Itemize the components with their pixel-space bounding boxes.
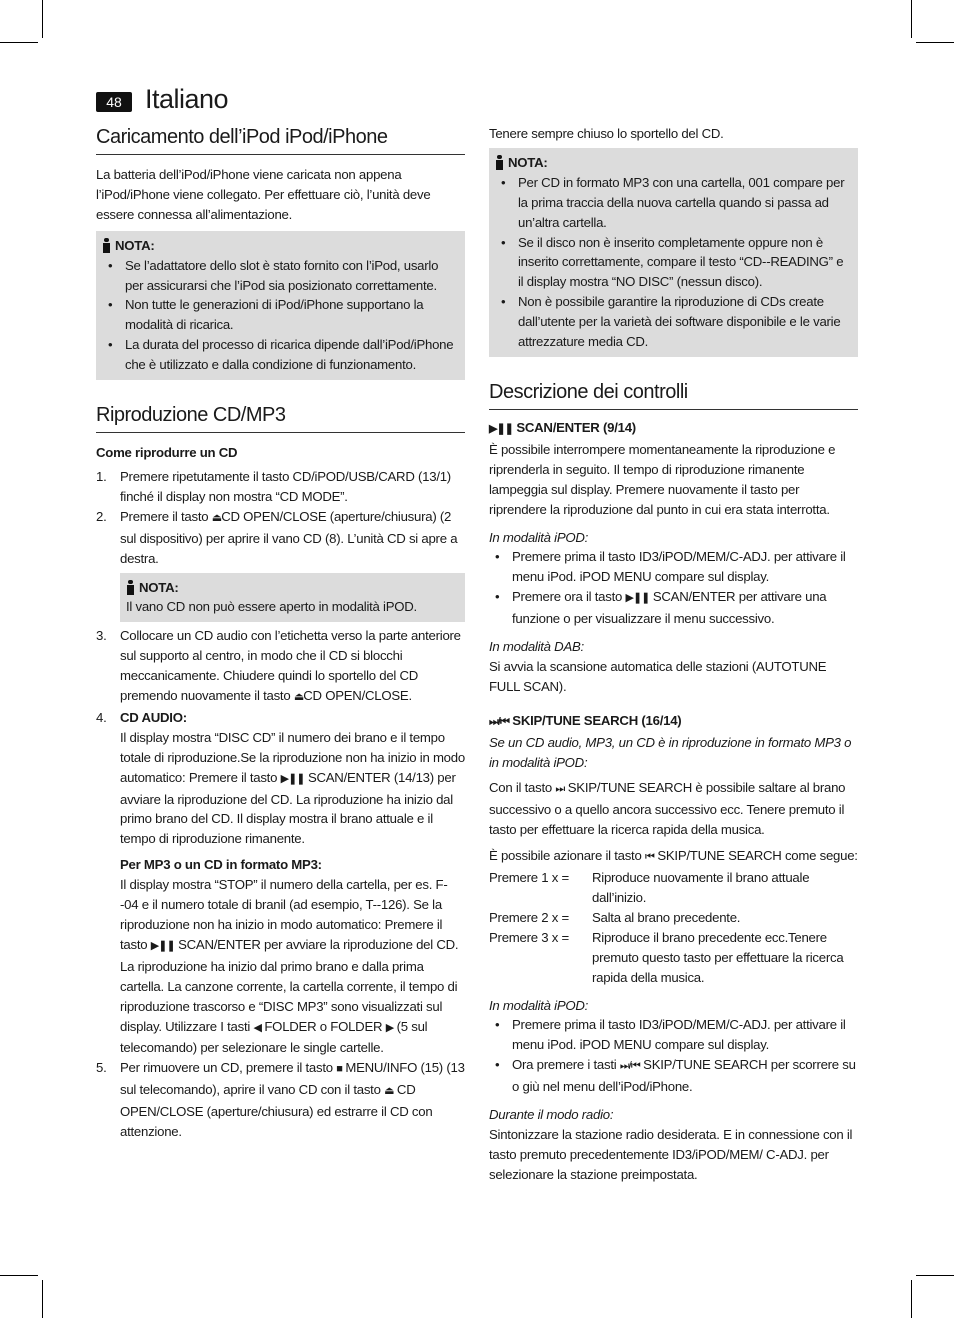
press-label: Premere 3 x = [489, 929, 569, 945]
note-box-cd [120, 573, 465, 623]
note-list [102, 256, 459, 375]
list-item [96, 626, 465, 708]
list-text: Premere ora il tasto [512, 589, 623, 605]
stop-icon: ■ [336, 1063, 342, 1076]
skip-intro: Se un CD audio, MP3, un CD è in riproduzione in formato MP3 o in modalità iPOD: [489, 734, 852, 770]
charging-intro: La batteria dell’iPod/iPhone viene caricata non appena l’iPod/iPhone viene collegato. Per effettuare ciò, l’unità deve essere connessa all’alimentazione. [96, 167, 431, 222]
right-arrow-icon: ▶ [385, 1021, 394, 1034]
press-text: Riproduce nuovamente il brano attuale dall’inizio. [592, 870, 810, 905]
step-subheading: Per MP3 o un CD in formato MP3: [120, 857, 322, 873]
list-text: Ora premere i tasti [512, 1057, 617, 1073]
step-text: CD OPEN/CLOSE. [303, 688, 412, 704]
eject-icon: ⏏ [293, 691, 304, 704]
section-heading-charging: Caricamento dell’iPod iPod/iPhone [96, 124, 465, 155]
note-heading [495, 153, 852, 173]
crop-mark [0, 1275, 38, 1276]
list-item [96, 467, 465, 507]
section-heading-playback: Riproduzione CD/MP3 [96, 402, 465, 433]
skip-icon: ⏭/⏮ [489, 715, 509, 728]
list-text: SCAN/ENTER per attivare una funzione o per visualizzare il menu successivo. [512, 589, 827, 627]
note-label: NOTA: [508, 154, 548, 170]
info-icon [495, 155, 504, 170]
skip-paragraph [489, 846, 858, 868]
paragraph-text: È possibile azionare il tasto [489, 848, 642, 864]
play-pause-icon: ▶❚❚ [150, 939, 175, 952]
press-row [489, 928, 858, 988]
scan-text: È possibile interrompere momentaneamente la riproduzione e riprenderla in seguito. Il tempo di riproduzione rimanente lampeggia sul display. Premere nuovamente il tasto per riprendere la riproduzione dal punto in cui era stata interrotta. [489, 441, 836, 517]
press-row [489, 868, 858, 908]
step-text: CD OPEN/CLOSE (aperture/chiusura) ed estrarre il CD con attenzione. [120, 1082, 433, 1140]
step-text: CD OPEN/CLOSE (aperture/chiusura) (2 sul dispositivo) per aprire il vano CD (8). L’unità CD si apre a destra. [120, 508, 458, 566]
step-text: Il display mostra “STOP” il numero della cartella, per es. F--04 e il numero totale di branil (ad esempio, T--126). Se la riproduzione non ha inizio in modo automatico: Premere il tasto [120, 877, 448, 952]
step-text: (5 sul telecomando) per selezionare le single cartelle. [120, 1018, 428, 1056]
note-box-charging [96, 231, 465, 380]
press-text: Salta al brano precedente. [592, 909, 741, 925]
step-text: Premere ripetutamente il tasto CD/iPOD/USB/CARD (13/1) finché il display non mostra “CD MODE”. [120, 468, 451, 504]
step-text: SCAN/ENTER (14/13) per avviare la riproduzione del CD. La riproduzione ha inizio dal primo brano del CD. Il display mostra il brano attuale e il tempo di riproduzione rimanente. [120, 769, 456, 847]
step-text: FOLDER o FOLDER [264, 1018, 383, 1034]
note-list [495, 173, 852, 352]
list-item [489, 587, 858, 629]
page-title: Italiano [145, 84, 229, 114]
crop-mark [42, 0, 43, 38]
list-item [489, 1055, 858, 1097]
mode-label: In modalità iPOD: [489, 529, 589, 545]
paragraph-text: Con il tasto [489, 780, 552, 796]
list-item [96, 708, 465, 1058]
list-item: • Non è possibile garantire la riproduzione di CDs create dall’utente per la varietà dei software disponibile e le varie attrezzature media CD. [495, 292, 852, 352]
step-number: 1. [96, 468, 107, 484]
subheading-text: SKIP/TUNE SEARCH (16/14) [512, 712, 682, 728]
press-text: Riproduce il brano precedente ecc.Tenere premuto questo tasto per effettuare la ricerca rapida della musica. [592, 929, 844, 985]
list-item [96, 507, 465, 627]
list-item: • Se il disco non è inserito completamente oppure non è inserito correttamente, compare il testo “CD--READING” e il display mostra “NO DISC” (nessun disco). [495, 233, 852, 293]
ipod-list [489, 547, 858, 629]
radio-text: Sintonizzare la stazione radio desiderata. E in connessione con il tasto premuto precedentemente ID3/iPOD/MEM/ C-ADJ. per selezionare la stazione preimpostata. [489, 1126, 853, 1182]
eject-icon: ⏏ [384, 1085, 394, 1098]
subheading-scan-enter [489, 418, 858, 440]
skip-paragraph [489, 778, 858, 840]
note-box-mp3 [489, 148, 858, 357]
mode-label: In modalità iPOD: [489, 997, 589, 1013]
skip-icon: ⏭/⏮ [619, 1060, 640, 1073]
mode-label: Durante il modo radio: [489, 1107, 614, 1123]
note-label: NOTA: [139, 579, 179, 595]
play-pause-icon: ▶❚❚ [489, 422, 513, 435]
right-column [489, 124, 858, 1185]
eject-icon: ⏏ [211, 511, 222, 524]
list-text: SKIP/TUNE SEARCH per scorrere su o giù nel menu dell’iPod/iPhone. [512, 1057, 856, 1095]
section-heading-controls: Descrizione dei controlli [489, 379, 858, 410]
subheading-skip-tune [489, 711, 858, 733]
skip-back-icon: ⏮ [644, 851, 654, 864]
list-item: • Se l’adattatore dello slot è stato fornito con l’iPod, usarlo per assicurarsi che l’iPod sia posizionato correttamente. [102, 256, 459, 296]
cd-door-text: Tenere sempre chiuso lo sportello del CD. [489, 126, 724, 141]
paragraph-text: SKIP/TUNE SEARCH è possibile saltare al brano successivo o a quello ancora successivo ecc. Tenere premuto il tasto per effettuare la ricerca rapida della musica. [489, 780, 846, 838]
subheading-how-to-play: Come riprodurre un CD [96, 445, 238, 461]
press-label: Premere 1 x = [489, 870, 569, 886]
crop-mark [42, 1280, 43, 1318]
left-arrow-icon: ◀ [253, 1021, 261, 1034]
step-number: 5. [96, 1060, 107, 1076]
playback-steps [96, 467, 465, 1142]
press-label: Premere 2 x = [489, 909, 569, 925]
step-text: Il display mostra “DISC CD” il numero dei brano e il tempo totale di riproduzione.Se la riproduzione non ha inizio in modo automatico: Premere il tasto [120, 729, 465, 785]
list-item [96, 1058, 465, 1142]
list-item: • La durata del processo di ricarica dipende dall’iPod/iPhone che è utilizzato e dalla condizione di funzionamento. [102, 335, 459, 375]
step-number: 4. [96, 709, 107, 725]
info-icon [102, 238, 111, 253]
step-text: Premere il tasto [120, 508, 209, 524]
crop-mark [911, 0, 912, 38]
play-pause-icon: ▶❚❚ [280, 772, 305, 785]
crop-mark [0, 42, 38, 43]
note-text: Il vano CD non può essere aperto in modalità iPOD. [126, 599, 417, 615]
dab-text: Si avvia la scansione automatica delle stazioni (AUTOTUNE FULL SCAN). [489, 658, 827, 694]
step-text: Collocare un CD audio con l’etichetta verso la parte anteriore sul supporto al centro, in modo che il CD si blocchi meccanicamente. Chiudere quindi lo sportello del CD premendo nuovamente il tasto [120, 628, 461, 704]
play-pause-icon: ▶❚❚ [625, 592, 650, 605]
left-column [96, 124, 465, 1142]
note-label: NOTA: [115, 237, 155, 253]
crop-mark [911, 1280, 912, 1318]
step-text: SCAN/ENTER per avviare la riproduzione del CD. La riproduzione ha inizio dal primo brano e dalla prima cartella. La canzone corrente, la cartella corrente, il tempo di riproduzione trascorso e “DISC MP3” sono visualizzati sul display. Utilizzare I tasti [120, 936, 459, 1034]
skip-forward-icon: ⏭ [555, 783, 565, 796]
ipod-list [489, 1015, 858, 1097]
paragraph-text: SKIP/TUNE SEARCH come segue: [657, 848, 858, 864]
note-heading [126, 578, 459, 598]
list-item: • Premere prima il tasto ID3/iPOD/MEM/C-ADJ. per attivare il menu iPod. iPOD MENU compare sul display. [489, 547, 858, 587]
subheading-text: SCAN/ENTER (9/14) [516, 419, 636, 435]
info-icon [126, 580, 135, 595]
list-item: • Per CD in formato MP3 con una cartella, 001 compare per la prima traccia della nuova cartella quando si passa ad un’altra cartella. [495, 173, 852, 233]
list-item: • Non tutte le generazioni di iPod/iPhone supportano la modalità di ricarica. [102, 295, 459, 335]
press-row [489, 908, 858, 928]
page-number: 48 [96, 92, 132, 112]
step-number: 3. [96, 628, 107, 644]
step-number: 2. [96, 508, 107, 524]
note-heading [102, 236, 459, 256]
crop-mark [916, 42, 954, 43]
crop-mark [916, 1275, 954, 1276]
mode-label: In modalità DAB: [489, 639, 584, 655]
list-item: • Premere prima il tasto ID3/iPOD/MEM/C-ADJ. per attivare il menu iPod. iPOD MENU compare sul display. [489, 1015, 858, 1055]
step-text: MENU/INFO (15) (13 sul telecomando), aprire il vano CD con il tasto [120, 1060, 465, 1098]
step-subheading: CD AUDIO: [120, 709, 187, 725]
step-text: Per rimuovere un CD, premere il tasto [120, 1060, 333, 1076]
